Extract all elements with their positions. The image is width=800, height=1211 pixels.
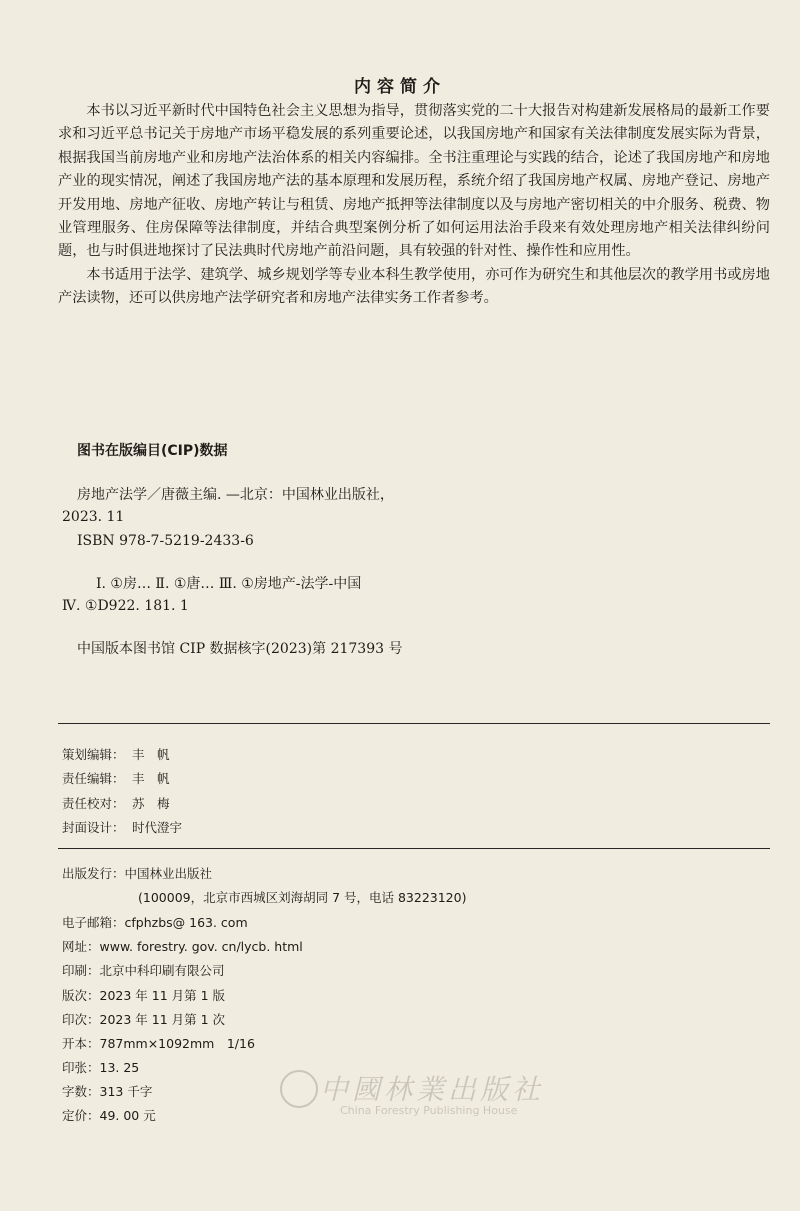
publisher-emblem-icon (280, 1070, 318, 1108)
pub-email: 电子邮箱：cfphzbs@ 163. com (62, 915, 248, 930)
credit-label: 封面设计： (62, 820, 125, 835)
credit-cover-designer (62, 818, 182, 836)
intro-paragraph: 本书适用于法学、建筑学、城乡规划学等专业本科生教学使用，亦可作为研究生和其他层次的教学用书或房地产法读物，还可以供房地产法学研究者和房地产法律实务工作者参考。 (58, 266, 770, 307)
pub-sheets: 印张：13. 25 (62, 1060, 140, 1075)
cip-heading: 图书在版编目(CIP)数据 (77, 443, 228, 459)
pub-edition: 版次：2023 年 11 月第 1 版 (62, 988, 226, 1003)
credit-proofreader (62, 794, 170, 812)
publisher-logo-watermark (280, 1060, 610, 1130)
pub-issuer: 出版发行：中国林业出版社 (62, 866, 213, 881)
credit-label: 责任编辑： (62, 771, 125, 786)
intro-title: 内容简介 (354, 77, 446, 97)
credit-value: 时代澄宇 (132, 820, 183, 835)
cip-classification: Ⅰ. ①房… Ⅱ. ①唐… Ⅲ. ①房地产-法学-中国 (96, 576, 362, 592)
intro-paragraph: 本书以习近平新时代中国特色社会主义思想为指导，贯彻落实党的二十大报告对构建新发展格局的最新工作要求和习近平总书记关于房地产市场平稳发展的系列重要论述，以我国房地产和国家有关法律制度发展实际为背景，根据我国当前房地产业和房地产法治体系的相关内容编排。全书注重理论与实践的结合，论述了我国房地产和房地产业的现实情况，阐述了我国房地产法的基本原理和发展历程，系统介绍了我国房地产权属、房地产登记、房地产开发用地、房地产征收、房地产转让与租赁、房地产抵押等法律制度以及与房地产密切相关的中介服务、税费、物业管理服务、住房保障等法律制度，并结合典型案例分析了如何运用法治手段来有效处理房地产相关法律纠纷问题，也与时俱进地探讨了民法典时代房地产前沿问题，具有较强的针对性、操作性和应用性。 (58, 103, 770, 260)
divider-top (58, 723, 770, 724)
pub-price: 定价：49. 00 元 (62, 1108, 156, 1123)
pub-printer: 印刷：北京中科印刷有限公司 (62, 963, 225, 978)
credit-label: 策划编辑： (62, 747, 125, 762)
credit-label: 责任校对： (62, 796, 125, 811)
pub-website: 网址：www. forestry. gov. cn/lycb. html (62, 939, 303, 954)
credit-value: 丰 帆 (132, 747, 170, 762)
credit-value: 苏 梅 (132, 796, 170, 811)
cip-classification-code: Ⅳ. ①D922. 181. 1 (62, 598, 189, 614)
intro-text (58, 100, 770, 311)
credit-responsible-editor (62, 769, 170, 787)
credit-value: 丰 帆 (132, 771, 170, 786)
cip-record-number: 中国版本图书馆 CIP 数据核字(2023)第 217393 号 (77, 641, 403, 657)
pub-address: (100009，北京市西城区刘海胡同 7 号，电话 83223120) (138, 890, 467, 905)
credit-planning-editor (62, 745, 170, 763)
pub-impression: 印次：2023 年 11 月第 1 次 (62, 1012, 226, 1027)
pub-format: 开本：787mm×1092mm 1/16 (62, 1036, 255, 1051)
publisher-logo-en: China Forestry Publishing House (340, 1104, 518, 1117)
pub-word-count: 字数：313 千字 (62, 1084, 153, 1099)
cip-isbn: ISBN 978-7-5219-2433-6 (77, 533, 254, 549)
cip-date-line: 2023. 11 (62, 509, 125, 525)
publisher-logo-cn: 中國林業出版社 (320, 1073, 545, 1106)
cip-title-line: 房地产法学／唐薇主编. —北京：中国林业出版社， (77, 487, 394, 503)
divider-bottom (58, 848, 770, 849)
